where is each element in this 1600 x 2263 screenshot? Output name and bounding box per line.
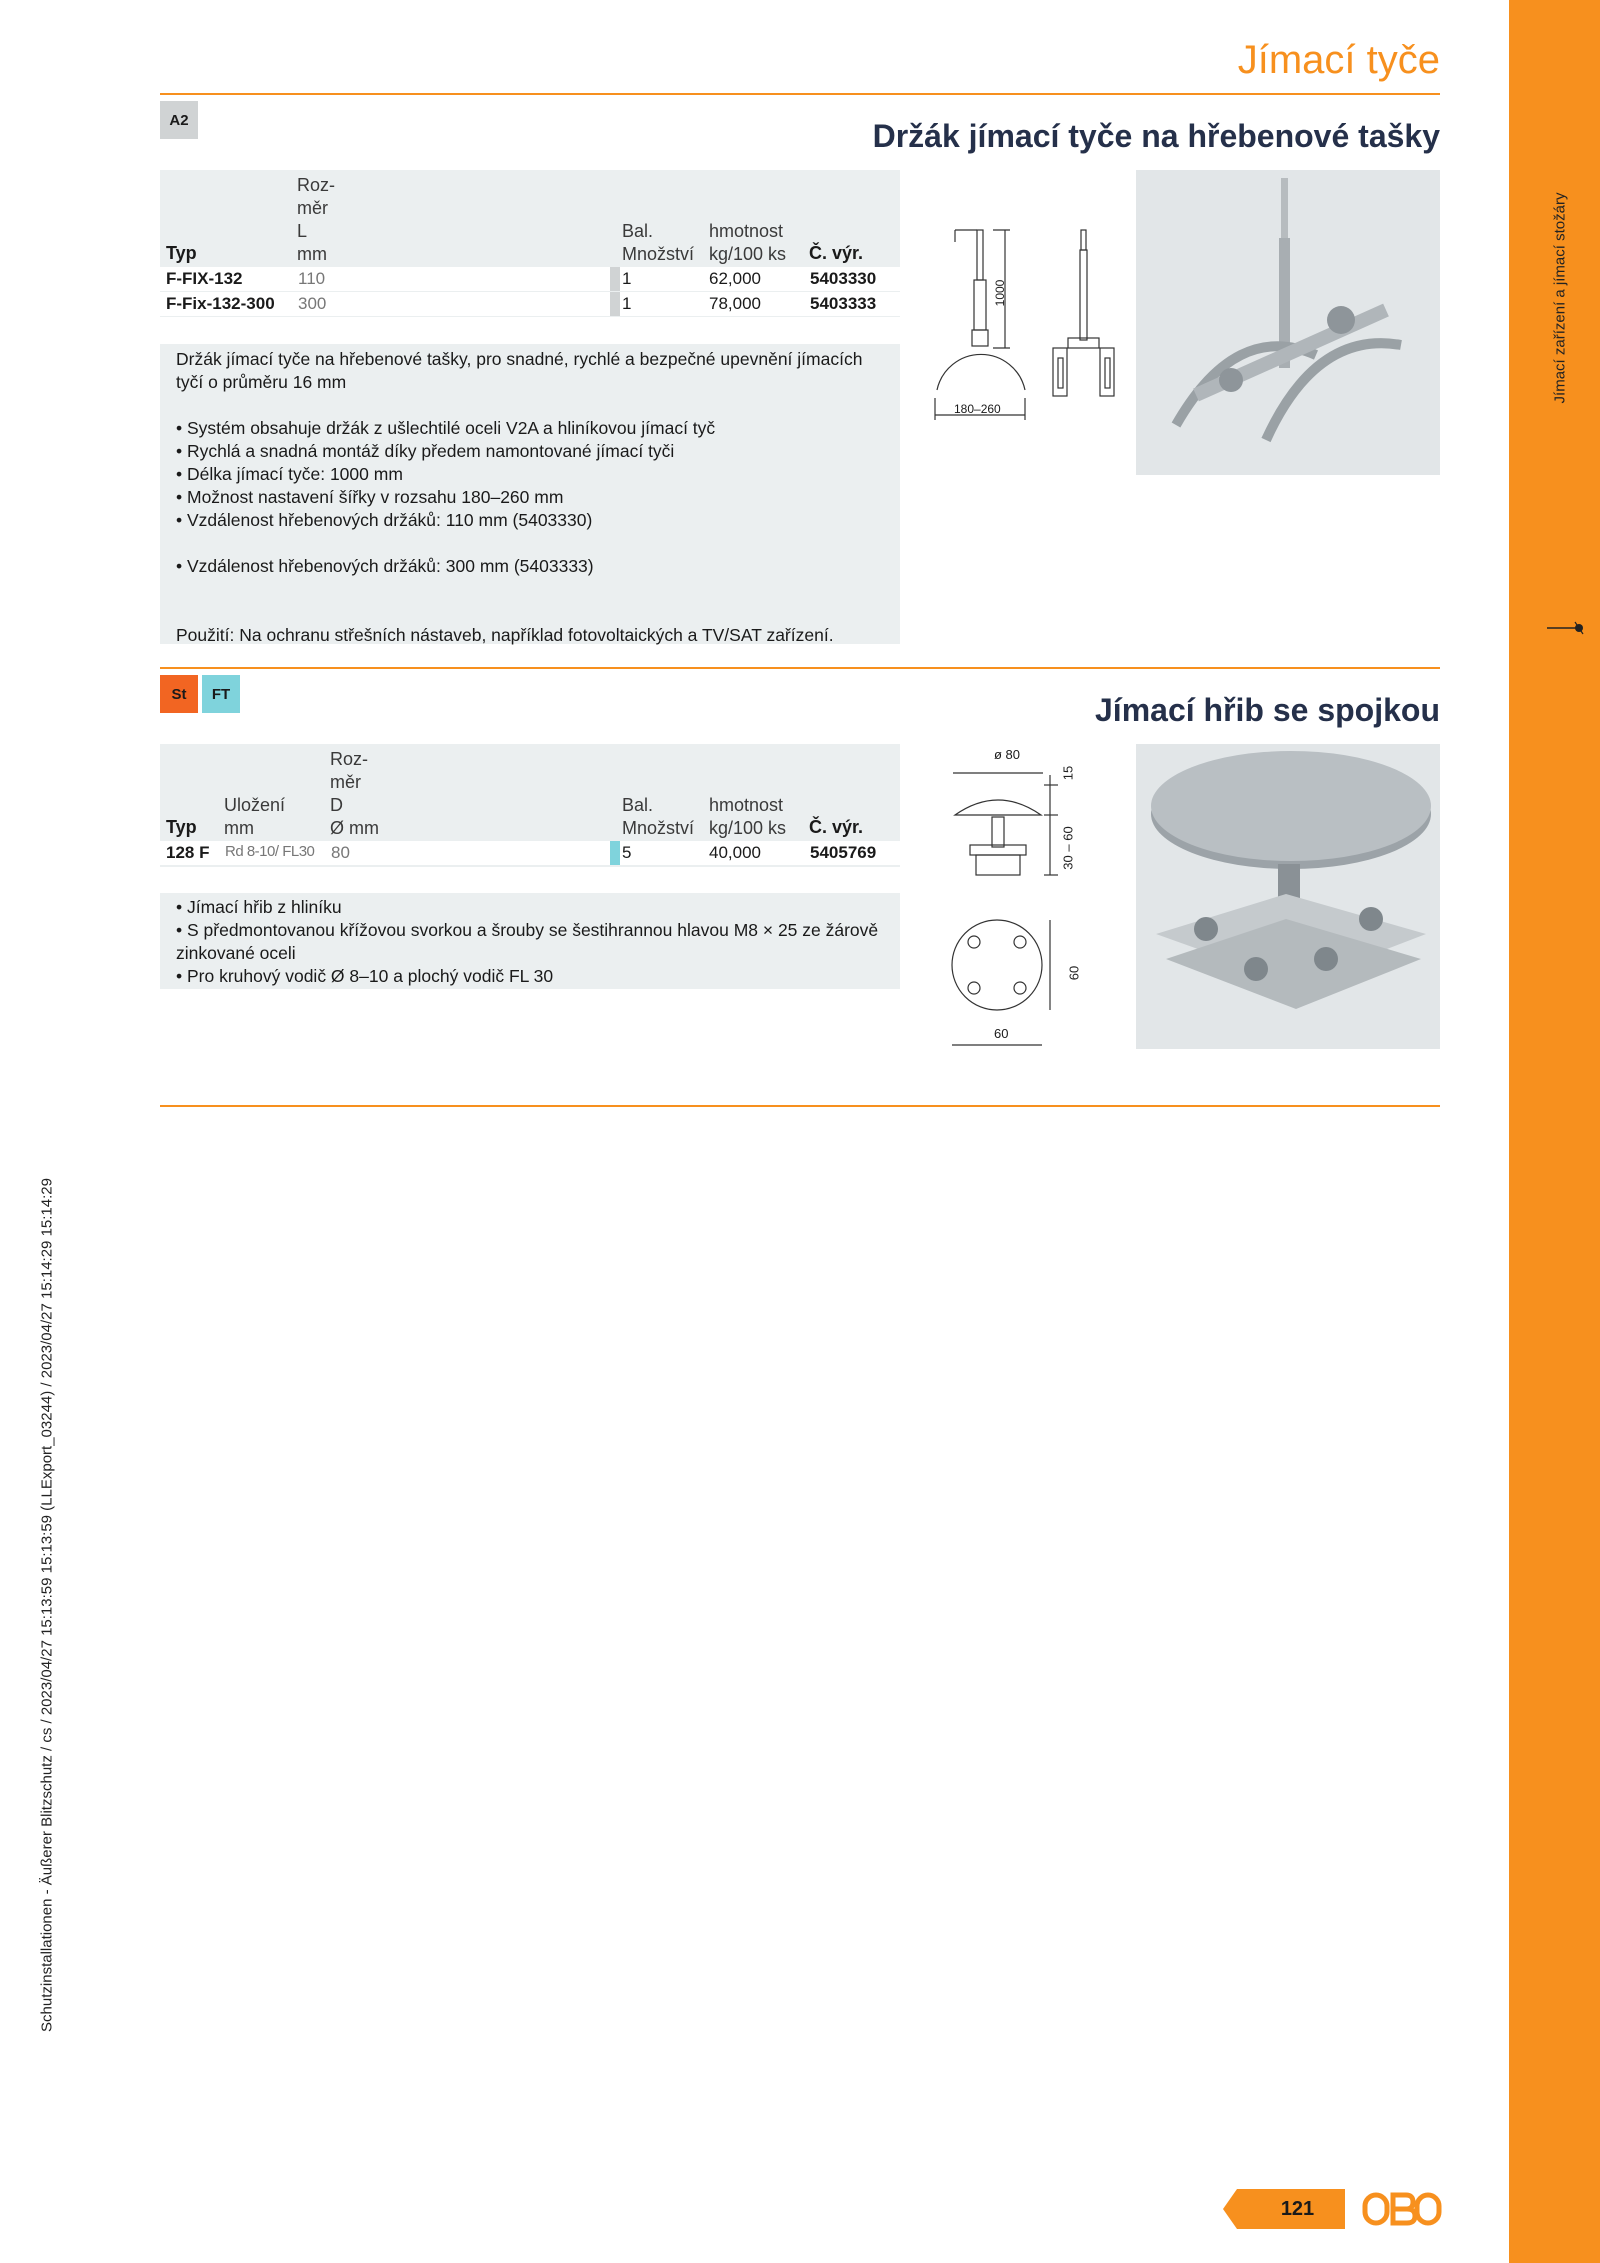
column-header-cvyr: Č. výr. [809, 243, 864, 263]
section-title: Držák jímací tyče na hřebenové tašky [872, 118, 1440, 154]
product-photo-mushroom [1136, 744, 1440, 1049]
drawing-bottom-label: 60 [994, 1026, 1009, 1041]
table-row: F-Fix-132-300 300 1 78,000 5403333 [160, 292, 900, 316]
column-header-hmotnost: hmotnost kg/100 ks [709, 221, 787, 264]
product-table [160, 170, 900, 317]
technical-drawing-holder [925, 220, 1130, 430]
table-row: 128 F Rd 8-10/ FL30 80 5 40,000 5405769 [160, 841, 900, 865]
column-header-bal: Bal. Množství [622, 221, 695, 264]
lightning-rod-icon [1545, 618, 1585, 638]
material-badge-a2: A2 [160, 101, 198, 139]
drawing-diameter-label: ø 80 [994, 747, 1021, 762]
page-title: Jímací tyče [1237, 38, 1440, 82]
column-header-cvyr: Č. výr. [809, 817, 864, 837]
material-badge-st: St [160, 675, 198, 713]
product-table [160, 744, 900, 867]
table-row: F-FIX-132 110 1 62,000 5403330 [160, 267, 900, 291]
column-header-ulozeni: Uložení mm [224, 795, 286, 838]
product-description: • Jímací hřib z hliníku • S předmontovanou křížovou svorkou a šrouby se šestihrannou hlavou M8 × 25 ze žárově zinkované oceli • Pro kruhový vodič Ø 8–10 a plochý vodič FL 30 [160, 893, 900, 989]
product-photo-holder [1136, 170, 1440, 475]
finish-badge-ft: FT [202, 675, 240, 713]
product-description: Držák jímací tyče na hřebenové tašky, pro snadné, rychlé a bezpečné upevnění jímacích tyčí o průměru 16 mm • Systém obsahuje držák z ušlechtilé oceli V2A a hliníkovou jímací tyč • Rychlá a snadná montáž díky předem namontované jímací tyči • Délka jímací tyče: 1000 mm • Možnost nastavení šířky v rozsahu 180–260 mm • Vzdálenost hřebenových držáků: 110 mm (5403330) • Vzdálenost hřebenových držáků: 300 mm (5403333) Použití: Na ochranu střešních nástaveb, například fotovoltaických a TV/SAT zařízení. [160, 344, 900, 644]
header-rule [160, 93, 1440, 95]
technical-drawing-mushroom [940, 745, 1090, 1050]
column-header-bal: Bal. Množství [622, 795, 695, 838]
page-number: 121 [1280, 2198, 1315, 2220]
column-header-typ: Typ [166, 243, 197, 263]
column-header-rozmer: Roz- měr D Ø mm [330, 749, 379, 838]
section-title: Jímací hřib se spojkou [1095, 692, 1440, 728]
drawing-width-label: 180–260 [954, 402, 1001, 416]
section-divider [160, 1105, 1440, 1107]
column-header-typ: Typ [166, 817, 197, 837]
column-header-hmotnost: hmotnost kg/100 ks [709, 795, 787, 838]
column-header-rozmer: Roz- měr L mm [297, 175, 336, 264]
obo-logo [1362, 2191, 1442, 2227]
section-divider [160, 667, 1440, 669]
